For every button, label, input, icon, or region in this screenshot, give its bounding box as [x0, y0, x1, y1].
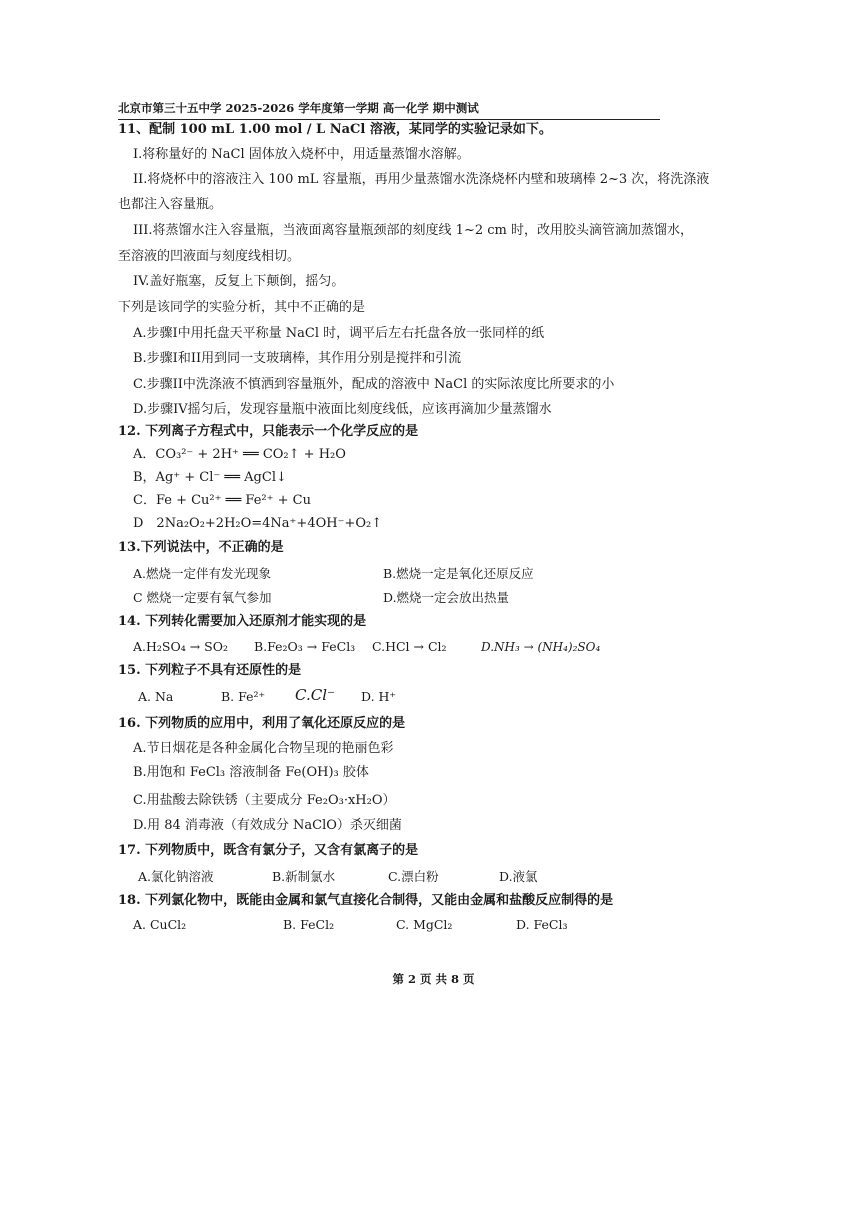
question-11-stem: 11、配制 100 mL 1.00 mol / L NaCl 溶液，某同学的实验记录如下。	[118, 122, 552, 137]
q15-option-a: A. Na	[138, 689, 174, 704]
q11-step-4: IV.盖好瓶塞，反复上下颠倒，摇匀。	[133, 274, 345, 289]
q18-option-a: A. CuCl₂	[133, 917, 187, 932]
question-15-stem: 15. 下列粒子不具有还原性的是	[118, 663, 302, 678]
q11-option-d: D.步骤IV摇匀后，发现容量瓶中液面比刻度线低，应该再滴加少量蒸馏水	[133, 402, 552, 417]
q12-option-d: D 2Na₂O₂+2H₂O=4Na⁺+4OH⁻+O₂↑	[133, 516, 383, 531]
q11-step-2: II.将烧杯中的溶液注入 100 mL 容量瓶，再用少量蒸馏水洗涤烧杯内壁和玻璃棒 2~3 次，将洗涤液	[133, 172, 710, 187]
question-13-stem: 13.下列说法中，不正确的是	[118, 540, 284, 555]
q18-option-c: C. MgCl₂	[396, 917, 453, 932]
question-16-stem: 16. 下列物质的应用中，利用了氧化还原反应的是	[118, 716, 406, 731]
q13-option-d: D.燃烧一定会放出热量	[383, 590, 510, 605]
q16-option-b: B.用饱和 FeCl₃ 溶液制备 Fe(OH)₃ 胶体	[133, 765, 369, 780]
q17-option-c: C.漂白粉	[388, 869, 439, 884]
q11-step-1: I.将称量好的 NaCl 固体放入烧杯中，用适量蒸馏水溶解。	[133, 147, 470, 162]
q12-option-c: C．Fe + Cu²⁺ ══ Fe²⁺ + Cu	[133, 493, 311, 508]
q12-option-a: A．CO₃²⁻ + 2H⁺ ══ CO₂↑ + H₂O	[133, 447, 346, 462]
page-header: 北京市第三十五中学 2025-2026 学年度第一学期 高一化学 期中测试	[118, 100, 660, 120]
q11-step-2-cont: 也都注入容量瓶。	[118, 197, 223, 212]
q16-option-c: C.用盐酸去除铁锈（主要成分 Fe₂O₃·xH₂O）	[133, 793, 396, 808]
q15-option-b: B. Fe²⁺	[221, 689, 266, 704]
question-17-stem: 17. 下列物质中，既含有氯分子，又含有氯离子的是	[118, 843, 419, 858]
q11-option-c: C.步骤II中洗涤液不慎洒到容量瓶外，配成的溶液中 NaCl 的实际浓度比所要求的小	[133, 377, 615, 392]
q14-option-a: A.H₂SO₄ → SO₂	[133, 639, 228, 654]
question-12-stem: 12. 下列离子方程式中，只能表示一个化学反应的是	[118, 424, 419, 439]
q15-option-c: C.Cl⁻	[295, 686, 335, 704]
q16-option-d: D.用 84 消毒液（有效成分 NaClO）杀灭细菌	[133, 818, 402, 833]
q11-question: 下列是该同学的实验分析，其中不正确的是	[118, 300, 366, 315]
q13-option-a: A.燃烧一定伴有发光现象	[133, 566, 272, 581]
q11-step-3-cont: 至溶液的凹液面与刻度线相切。	[118, 249, 301, 264]
q13-option-b: B.燃烧一定是氧化还原反应	[383, 566, 534, 581]
q18-option-b: B. FeCl₂	[283, 917, 335, 932]
q11-step-3: III.将蒸馏水注入容量瓶，当液面离容量瓶颈部的刻度线 1~2 cm 时，改用胶头滴管滴加蒸馏水，	[133, 223, 693, 238]
q14-option-d: D.NH₃ → (NH₄)₂SO₄	[481, 640, 601, 654]
q16-option-a: A.节日烟花是各种金属化合物呈现的艳丽色彩	[133, 741, 394, 756]
q18-option-d: D. FeCl₃	[516, 917, 568, 932]
question-18-stem: 18. 下列氯化物中，既能由金属和氯气直接化合制得，又能由金属和盐酸反应制得的是	[118, 893, 614, 908]
q14-option-c: C.HCl → Cl₂	[372, 639, 447, 654]
q11-option-b: B.步骤I和II用到同一支玻璃棒，其作用分别是搅拌和引流	[133, 351, 462, 366]
question-14-stem: 14. 下列转化需要加入还原剂才能实现的是	[118, 614, 367, 629]
q11-option-a: A.步骤I中用托盘天平称量 NaCl 时，调平后左右托盘各放一张同样的纸	[133, 326, 545, 341]
q17-option-a: A.氯化钠溶液	[138, 869, 214, 884]
q12-option-b: B，Ag⁺ + Cl⁻ ══ AgCl↓	[133, 470, 287, 485]
q13-option-c: C 燃烧一定要有氧气参加	[133, 590, 272, 605]
q17-option-b: B.新制氯水	[272, 869, 336, 884]
q14-option-b: B.Fe₂O₃ → FeCl₃	[254, 639, 356, 654]
q17-option-d: D.液氯	[499, 869, 538, 884]
page-footer: 第 2 页 共 8 页	[392, 972, 475, 986]
q15-option-d: D. H⁺	[361, 689, 397, 704]
